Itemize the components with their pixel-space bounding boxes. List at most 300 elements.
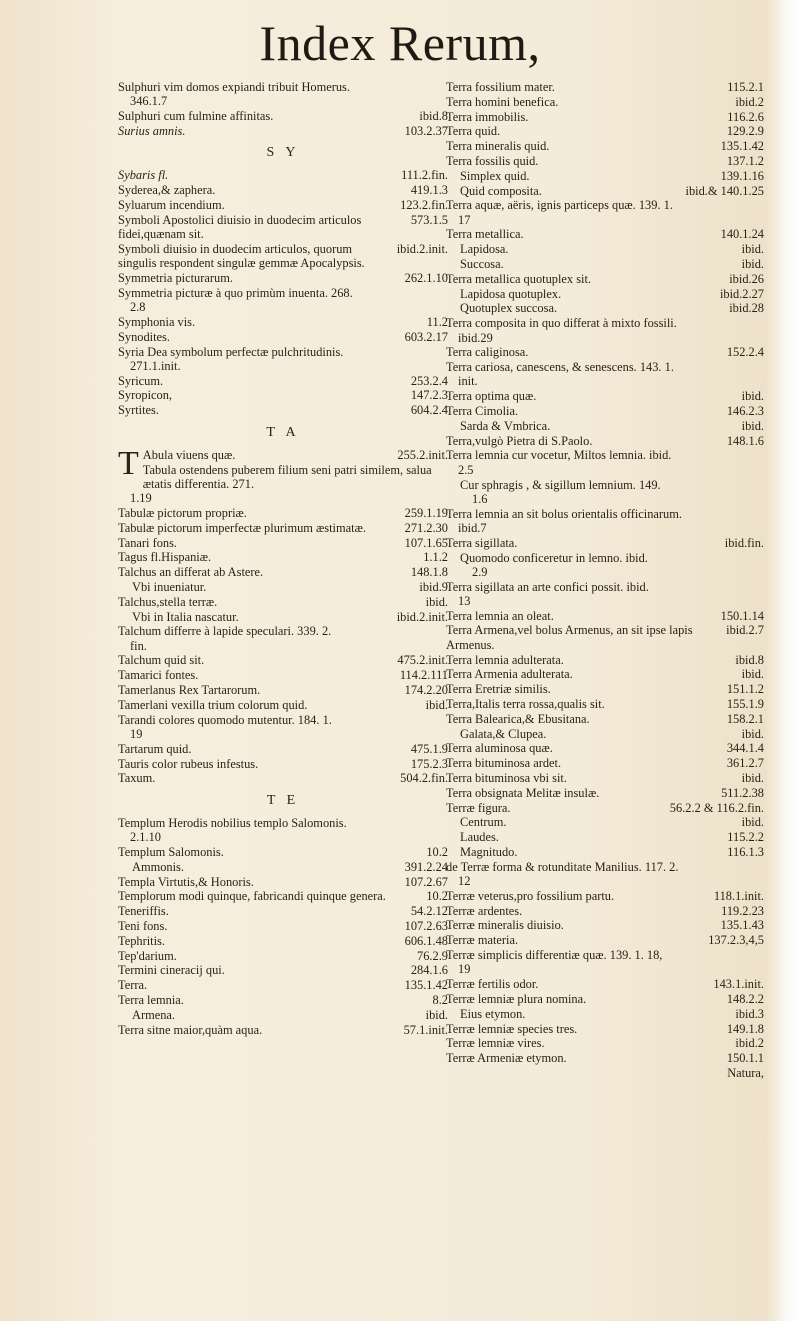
entry-locator: 123.2.fin.: [400, 198, 448, 213]
entry-term: Quomodo conficeretur in lemno. ibid.: [460, 550, 648, 565]
entry-locator: ibid.26: [729, 271, 764, 286]
index-entry: [118, 315, 448, 329]
entry-term: Terra fossilis quid.: [446, 153, 539, 168]
entry-locator: 107.2.67: [404, 874, 448, 889]
entry-locator: 504.2.fin.: [400, 771, 448, 786]
entry-locator: 137.2.3,4,5: [708, 933, 764, 948]
entry-term: Terra Armenia adulterata.: [446, 667, 573, 682]
index-entry: [446, 771, 764, 785]
entry-term: Sulphuri cum fulmine affinitas.: [118, 109, 274, 124]
entry-locator: ibid.fin.: [724, 535, 764, 550]
entry-term: Terra optima quæ.: [446, 389, 537, 404]
entry-locator: 146.2.3: [726, 404, 764, 419]
entry-locator: 137.1.2: [726, 153, 764, 168]
index-entry: [446, 1022, 764, 1036]
index-entry: [118, 213, 448, 242]
entry-term: Armena.: [132, 1007, 176, 1022]
index-entry: [118, 698, 448, 712]
index-entry: [118, 168, 448, 182]
entry-term: de Terræ forma & rotunditate Manilius. 117. 2.: [446, 859, 679, 874]
entry-locator: 76.2.9: [417, 948, 448, 963]
index-entry: [446, 448, 764, 477]
entry-term: Terra metallica.: [446, 227, 524, 242]
entry-term: Terra metallica quotuplex sit.: [446, 271, 592, 286]
entry-term: Lapidosa quotuplex.: [460, 286, 562, 301]
entry-term: Terræ lemniæ plura nomina.: [446, 991, 587, 1006]
entry-term: Terra Eretriæ similis.: [446, 682, 551, 697]
index-entry: [446, 301, 764, 315]
entry-locator: 155.1.9: [726, 696, 764, 711]
index-entry: [446, 434, 764, 448]
entry-term: Quotuplex succosa.: [460, 301, 558, 316]
index-entry: [446, 609, 764, 623]
index-entry: [446, 580, 764, 609]
entry-term: Termini cineracij qui.: [118, 963, 225, 978]
entry-locator-continued: 17: [458, 212, 471, 227]
index-entry: [118, 1023, 448, 1037]
entry-term: Syrtites.: [118, 403, 159, 418]
index-entry: [118, 80, 448, 109]
index-entry: [446, 110, 764, 124]
entry-term: Tep'darium.: [118, 948, 177, 963]
entry-locator: 511.2.38: [721, 785, 764, 800]
entry-locator: ibid.: [425, 697, 448, 712]
section-heading: T E: [266, 792, 300, 808]
entry-term: Syderea,& zaphera.: [118, 183, 216, 198]
entry-term: Terræ mineralis diuisio.: [446, 918, 564, 933]
entry-locator-continued: init.: [458, 374, 478, 389]
entry-term: Terra Armena,vel bolus Armenus, an sit ipse lapis Armenus.: [446, 623, 693, 652]
entry-locator: 151.1.2: [726, 682, 764, 697]
entry-locator: 1.1.2: [423, 550, 448, 565]
entry-term: Magnitudo.: [460, 844, 518, 859]
index-entry: [446, 139, 764, 153]
entry-locator: 262.1.10: [404, 271, 448, 286]
entry-locator-continued: 271.1.init.: [130, 358, 181, 373]
entry-locator: 147.2.3: [410, 388, 448, 403]
entry-locator: ibid.: [741, 815, 764, 830]
index-entry: [446, 815, 764, 829]
entry-term: Succosa.: [460, 257, 504, 272]
right-column: [446, 80, 764, 1081]
index-entry: [118, 595, 448, 609]
index-entry: [446, 478, 764, 507]
entry-locator: 140.1.24: [720, 227, 764, 242]
index-entry: [446, 257, 764, 271]
index-entry: [446, 551, 764, 580]
entry-term: Symphonia vis.: [118, 314, 196, 329]
entry-term: Templorum modi quinque, fabricandi quinque genera.: [118, 889, 386, 904]
entry-locator: 57.1.init.: [403, 1022, 448, 1037]
page-title: Index Rerum,: [259, 15, 541, 71]
index-entry: [446, 95, 764, 109]
entry-term: Symmetria picturarum.: [118, 271, 233, 286]
index-entry: [118, 949, 448, 963]
entry-locator: 573.1.5: [410, 212, 448, 227]
entry-locator: 148.2.2: [726, 991, 764, 1006]
entry-locator: 54.2.12: [410, 904, 448, 919]
index-entry: [446, 227, 764, 241]
index-entry: [118, 624, 448, 653]
index-entry: [446, 419, 764, 433]
entry-locator: ibid.8: [419, 109, 448, 124]
entry-term: Tagus fl.Hispaniæ.: [118, 550, 212, 565]
entry-locator: 114.2.111: [399, 668, 448, 683]
entry-locator: ibid.: [741, 257, 764, 272]
index-entry: [118, 109, 448, 123]
entry-locator-continued: 1.19: [130, 491, 152, 506]
index-entry: [446, 786, 764, 800]
entry-locator: 135.1.43: [720, 918, 764, 933]
entry-locator: 150.1.14: [720, 608, 764, 623]
entry-locator: 107.1.65: [404, 535, 448, 550]
entry-term: Syluarum incendium.: [118, 198, 225, 213]
entry-locator: 135.1.42: [720, 139, 764, 154]
entry-term: Tephritis.: [118, 933, 165, 948]
entry-term: Tartarum quid.: [118, 741, 192, 756]
index-entry: [118, 506, 448, 520]
entry-locator-continued: 1.6: [472, 491, 488, 506]
entry-locator: 103.2.37: [404, 123, 448, 138]
entry-locator: 175.2.3: [410, 756, 448, 771]
index-entry: [446, 507, 764, 536]
entry-locator: 475.1.9: [410, 741, 448, 756]
entry-term: Cur sphragis , & sigillum lemnium. 149.: [460, 477, 661, 492]
entry-term: Taxum.: [118, 771, 156, 786]
entry-locator: 271.2.30: [404, 520, 448, 535]
entry-locator: 143.1.init.: [713, 977, 764, 992]
index-entry: [118, 653, 448, 667]
entry-term: Terra sigillata an arte confici possit. ibid.: [446, 579, 649, 594]
entry-term: Terræ lemniæ species tres.: [446, 1021, 578, 1036]
index-entry: [446, 536, 764, 550]
entry-term: Terra composita in quo differat à mixto fossili.: [446, 316, 677, 331]
entry-locator: 139.1.16: [720, 168, 764, 183]
entry-locator: 119.2.23: [721, 903, 764, 918]
entry-term: Tanari fons.: [118, 535, 178, 550]
entry-term: Terra lemnia adulterata.: [446, 652, 564, 667]
entry-locator: 475.2.init.: [397, 653, 448, 668]
index-entry: [118, 860, 448, 874]
entry-locator-continued: 12: [458, 874, 471, 889]
entry-term: Templa Virtutis,& Honoris.: [118, 874, 254, 889]
entry-locator: 107.2.63: [404, 919, 448, 934]
index-entry: [446, 741, 764, 755]
entry-term: Laudes.: [460, 830, 499, 845]
entry-locator-continued: ibid.29: [458, 330, 493, 345]
entry-term: Galata,& Clupea.: [460, 726, 547, 741]
index-entry: [118, 521, 448, 535]
index-entry: [118, 286, 448, 315]
entry-locator: 111.2.fin.: [401, 168, 448, 183]
entry-term: Sulphuri vim domos expiandi tribuit Homerus.: [118, 80, 350, 94]
index-entry: [118, 757, 448, 771]
index-entry: [446, 345, 764, 359]
entry-term: Vbi inueniatur.: [132, 580, 207, 594]
entry-locator: 158.2.1: [726, 711, 764, 726]
entry-term: Terra Cimolia.: [446, 404, 519, 419]
index-entry: [446, 198, 764, 227]
entry-locator-continued: ibid.7: [458, 520, 487, 535]
entry-term: Terra obsignata Melitæ insulæ.: [446, 785, 600, 800]
index-entry: [446, 948, 764, 977]
index-entry: [118, 463, 448, 506]
index-entry: [118, 271, 448, 285]
entry-term: Terra lemnia.: [118, 993, 184, 1008]
entry-term: Symboli Apostolici diuisio in duodecim articulos fidei,quænam sit.: [118, 212, 362, 242]
entry-locator: ibid.2: [735, 1036, 764, 1051]
entry-term: Synodites.: [118, 329, 170, 344]
section-heading: T A: [266, 424, 300, 440]
index-entry: [118, 388, 448, 402]
entry-term: Terra caliginosa.: [446, 345, 529, 360]
index-entry: [118, 742, 448, 756]
entry-term: Terra mineralis quid.: [446, 139, 550, 154]
entry-term: Quid composita.: [460, 183, 542, 198]
entry-locator: ibid.: [741, 389, 764, 404]
entry-locator: 253.2.4: [410, 373, 448, 388]
index-entry: [446, 360, 764, 389]
index-entry: [446, 184, 764, 198]
index-entry: [446, 1036, 764, 1050]
entry-locator: 419.1.3: [410, 183, 448, 198]
entry-term: Tamerlani vexilla trium colorum quid.: [118, 697, 308, 712]
index-entry: [118, 610, 448, 624]
entry-term: Surius amnis.: [118, 123, 186, 138]
index-entry: [118, 124, 448, 138]
index-entry: [446, 889, 764, 903]
entry-term: Terra cariosa, canescens, & senescens. 143. 1.: [446, 360, 674, 375]
entry-term: Templum Salomonis.: [118, 845, 224, 860]
entry-term: Terra homini benefica.: [446, 94, 559, 109]
index-entry: [446, 124, 764, 138]
entry-term: Terræ veterus,pro fossilium partu.: [446, 888, 615, 903]
entry-locator: ibid.: [741, 242, 764, 257]
entry-term: Terræ Armeniæ etymon.: [446, 1051, 567, 1066]
entry-term: Tamarici fontes.: [118, 668, 199, 683]
index-entry: [118, 550, 448, 564]
index-entry: [118, 183, 448, 197]
entry-locator-continued: 346.1.7: [130, 94, 168, 109]
entry-term: Tabulæ pictorum imperfectæ plurimum æstimatæ.: [118, 520, 366, 535]
entry-locator: 115.2.2: [727, 830, 764, 845]
entry-locator: 8.2: [432, 993, 448, 1008]
index-entry: [446, 1007, 764, 1021]
index-entry: [446, 727, 764, 741]
index-entry: [118, 919, 448, 933]
index-entry: [118, 875, 448, 889]
index-entry: [446, 918, 764, 932]
index-entry: [446, 623, 764, 652]
index-entry: [446, 682, 764, 696]
index-entry: [118, 889, 448, 903]
entry-locator: 148.1.6: [726, 433, 764, 448]
index-entry: [446, 287, 764, 301]
index-entry: [446, 933, 764, 947]
index-entry: [446, 992, 764, 1006]
entry-locator: 150.1.1: [726, 1051, 764, 1066]
entry-locator: 344.1.4: [726, 741, 764, 756]
entry-locator-continued: 2.9: [472, 564, 488, 579]
index-entry: [446, 316, 764, 345]
entry-term: Terra sitne maior,quàm aqua.: [118, 1022, 263, 1037]
entry-locator-continued: 13: [458, 593, 471, 608]
entry-locator: ibid.3: [735, 1006, 764, 1021]
index-entry: [446, 154, 764, 168]
entry-locator-continued: 2.5: [458, 462, 474, 477]
index-entry: [446, 1051, 764, 1065]
entry-locator: 148.1.8: [410, 565, 448, 580]
entry-locator: ibid.2.init.: [396, 241, 448, 256]
entry-term: Syricum.: [118, 373, 164, 388]
entry-locator: 116.1.3: [727, 844, 764, 859]
entry-term: Templum Herodis nobilius templo Salomonis.: [118, 815, 347, 830]
index-entry: [446, 404, 764, 418]
entry-term: Terra aluminosa quæ.: [446, 741, 553, 756]
entry-term: Terra bituminosa vbi sit.: [446, 770, 567, 785]
index-entry: [118, 713, 448, 742]
entry-locator: ibid.2: [735, 94, 764, 109]
entry-locator: 129.2.9: [726, 124, 764, 139]
entry-term: Tauris color rubeus infestus.: [118, 756, 259, 771]
index-entry: [446, 389, 764, 403]
index-entry: [446, 860, 764, 889]
entry-term: Terra fossilium mater.: [446, 80, 555, 94]
entry-term: Tabulæ pictorum propriæ.: [118, 506, 247, 521]
entry-locator: ibid.28: [729, 301, 764, 316]
index-entry: [118, 683, 448, 697]
entry-locator: 118.1.init.: [713, 888, 764, 903]
entry-locator: 116.2.6: [727, 109, 764, 124]
entry-term: Terræ materia.: [446, 933, 519, 948]
index-entry: [118, 374, 448, 388]
entry-locator: ibid.: [425, 594, 448, 609]
entry-locator-continued: 2.1.10: [130, 830, 161, 845]
index-entry: [446, 242, 764, 256]
entry-term: Terra lemnia an sit bolus orientalis officinarum.: [446, 506, 682, 521]
entry-term: Terræ simplicis differentiæ quæ. 139. 1. 18,: [446, 948, 663, 963]
entry-term: Sarda & Vmbrica.: [460, 418, 551, 433]
entry-locator: ibid.8: [735, 652, 764, 667]
entry-term: Talchus an differat ab Astere.: [118, 565, 264, 580]
entry-term: Simplex quid.: [460, 168, 530, 183]
entry-term: Terræ fertilis odor.: [446, 977, 539, 992]
entry-locator: ibid.2.27: [719, 286, 764, 301]
entry-locator: 11.2: [426, 314, 448, 329]
index-entry: [446, 712, 764, 726]
entry-term: Talchum differre à lapide speculari. 339. 2.: [118, 624, 332, 639]
index-entry: [446, 653, 764, 667]
entry-locator: 259.1.19: [404, 506, 448, 521]
entry-term: Terra lemnia cur vocetur, Miltos lemnia. ibid.: [446, 448, 672, 463]
entry-term: Terra.: [118, 978, 148, 993]
entry-locator: ibid.: [741, 726, 764, 741]
index-entry: [118, 1008, 448, 1022]
entry-locator: ibid.: [741, 418, 764, 433]
index-entry: [118, 668, 448, 682]
entry-term: Terra quid.: [446, 124, 501, 139]
entry-locator: ibid.: [741, 667, 764, 682]
entry-term: Syria Dea symbolum perfectæ pulchritudinis.: [118, 344, 344, 359]
index-entry: [446, 756, 764, 770]
entry-locator: ibid.: [425, 1007, 448, 1022]
entry-locator: ibid.& 140.1.25: [685, 183, 764, 198]
index-entry: [446, 697, 764, 711]
entry-term: Symmetria picturæ à quo primùm inuenta. 268.: [118, 285, 353, 300]
entry-locator-continued: fin.: [130, 638, 147, 653]
index-entry: [446, 977, 764, 991]
entry-locator: 391.2.24: [404, 859, 448, 874]
entry-term: Tamerlanus Rex Tartarorum.: [118, 683, 261, 698]
index-entry: [446, 904, 764, 918]
index-entry: [446, 801, 764, 815]
entry-term: Terra,Italis terra rossa,qualis sit.: [446, 696, 605, 711]
entry-term: Abula viuens quæ.: [142, 447, 236, 462]
index-entry: [118, 565, 448, 579]
entry-locator: ibid.: [741, 770, 764, 785]
left-column: [118, 80, 448, 1037]
entry-locator: 152.2.4: [726, 345, 764, 360]
index-entry: [446, 272, 764, 286]
entry-locator: ibid.9: [419, 580, 448, 594]
entry-locator: 174.2.20: [404, 683, 448, 698]
index-entry: [118, 345, 448, 374]
entry-locator: 10.2: [426, 889, 448, 904]
entry-locator: 56.2.2 & 116.2.fin.: [669, 800, 764, 815]
entry-term: Teni fons.: [118, 919, 168, 934]
index-entry: [118, 771, 448, 785]
entry-term: Talchum quid sit.: [118, 653, 205, 668]
index-entry: [118, 934, 448, 948]
entry-locator: 10.2: [426, 845, 448, 860]
index-entry: [118, 816, 448, 845]
entry-locator-continued: 2.8: [130, 300, 146, 315]
entry-locator: 604.2.4: [410, 403, 448, 418]
entry-term: Terra aquæ, aëris, ignis particeps quæ. 139. 1.: [446, 198, 673, 213]
entry-term: Lapidosa.: [460, 242, 509, 257]
entry-term: Terra sigillata.: [446, 535, 518, 550]
index-entry: [118, 993, 448, 1007]
entry-locator: 115.2.1: [727, 80, 764, 94]
entry-term: Terra immobilis.: [446, 109, 529, 124]
entry-term: Ammonis.: [132, 859, 184, 874]
index-entry: [118, 403, 448, 417]
index-entry: [118, 845, 448, 859]
index-entry: [118, 536, 448, 550]
index-entry: [446, 830, 764, 844]
section-heading: S Y: [266, 145, 300, 161]
index-entry: [118, 242, 448, 271]
entry-locator: 606.1.48: [404, 933, 448, 948]
entry-locator: 255.2.init.: [397, 447, 448, 462]
index-entry: [446, 80, 764, 94]
entry-locator: 149.1.8: [726, 1021, 764, 1036]
entry-term: Terræ figura.: [446, 800, 511, 815]
entry-term: Centrum.: [460, 815, 507, 830]
index-entry: [446, 169, 764, 183]
entry-term: Eius etymon.: [460, 1006, 526, 1021]
index-entry: [446, 667, 764, 681]
entry-term: Terra lemnia an oleat.: [446, 608, 554, 623]
index-entry: [118, 580, 448, 594]
entry-locator: 284.1.6: [410, 963, 448, 978]
entry-locator-continued: 19: [130, 726, 143, 741]
index-entry: [118, 963, 448, 977]
page-edge-shadow: [766, 0, 800, 1321]
entry-term: Terræ ardentes.: [446, 903, 523, 918]
index-entry: [118, 198, 448, 212]
entry-locator: ibid.2.init.: [396, 609, 448, 624]
